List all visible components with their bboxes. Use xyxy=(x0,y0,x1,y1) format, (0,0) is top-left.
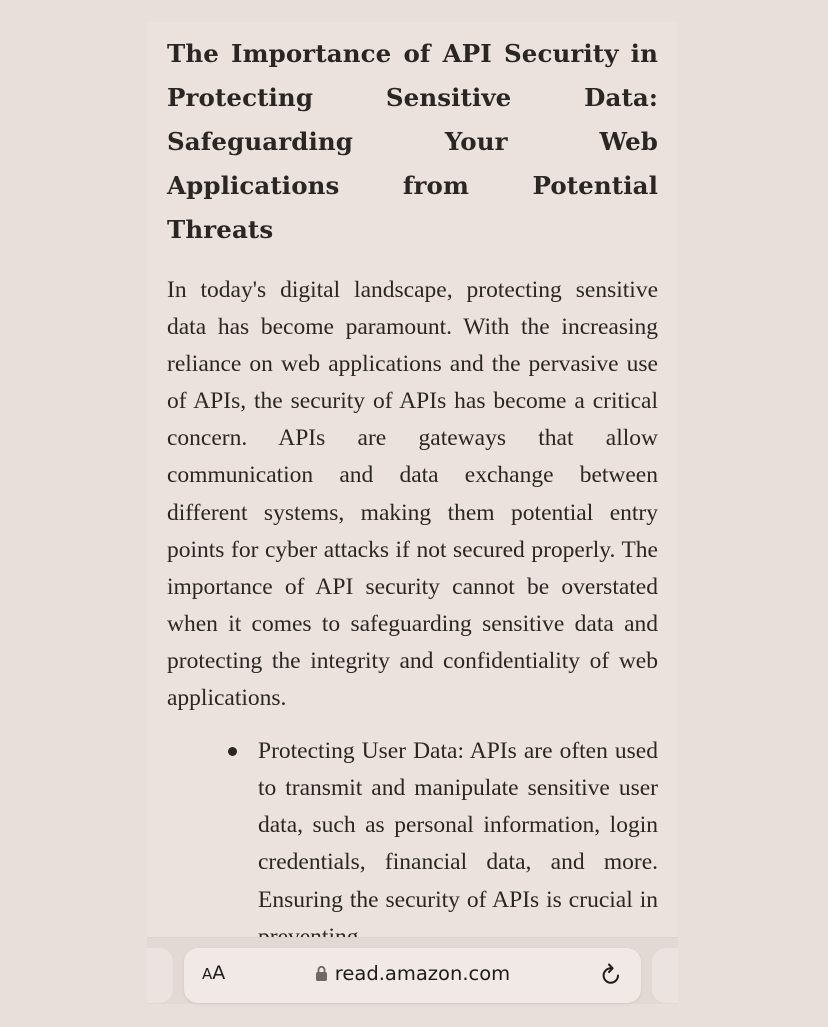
list-item-text: Protecting User Data: APIs are often used to transmit and manipulate sensitive user data, such as personal information, login credentials, financial data, and more. Ensuring the security of APIs is crucial in xyxy=(258,738,658,913)
bullet-dot xyxy=(228,747,237,756)
reload-icon[interactable] xyxy=(599,962,623,988)
url-text: read.amazon.com xyxy=(334,962,511,985)
list-item xyxy=(258,733,658,956)
bullet-list xyxy=(167,733,658,956)
next-tab-preview[interactable] xyxy=(652,948,678,1003)
url-display[interactable] xyxy=(184,962,641,985)
aa-small-glyph: A xyxy=(202,965,213,983)
lock-icon xyxy=(315,965,328,982)
article-paragraph: In today's digital landscape, protecting sensitive data has become paramount. With the increasing reliance on web applications and the pervasive use of APIs, the security of APIs has become a critical concern. APIs are gateways that allow communication and data exchange between different systems, making them potential entry points for cyber attacks if not secured properly. The importance of API security cannot be overstated when it comes to safeguarding sensitive data and protecting the integrity and confidentiality of web applications. xyxy=(167,277,658,712)
article-title: The Importance of API Security in Protecting Sensitive Data: Safeguarding Your Web Applications from Potential Threats xyxy=(167,39,658,244)
address-bar[interactable] xyxy=(184,948,641,1003)
aa-big-glyph: A xyxy=(212,962,226,984)
reader-page xyxy=(147,22,678,1002)
article-content xyxy=(167,32,658,956)
previous-tab-preview[interactable] xyxy=(147,948,173,1003)
